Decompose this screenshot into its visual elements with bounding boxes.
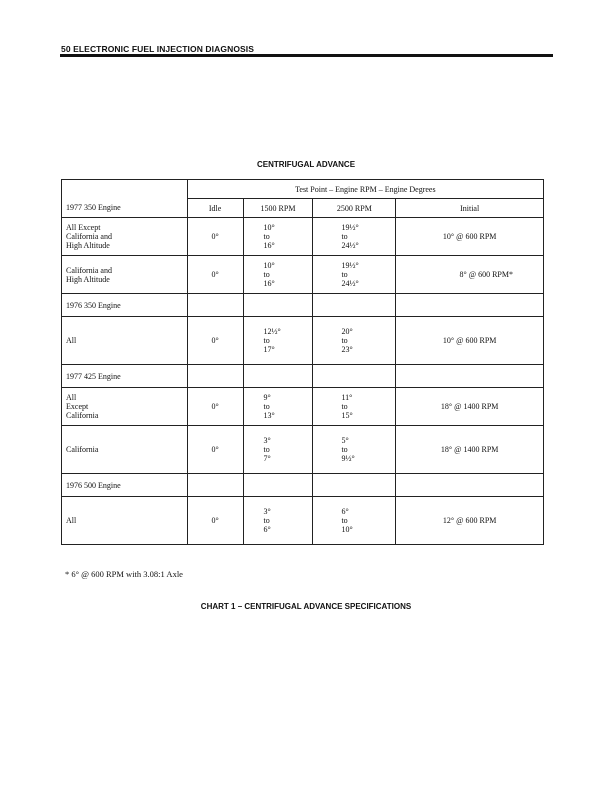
idle-cell: 0° [187,497,243,545]
engine-cell [62,426,188,474]
value-line: to [341,516,348,525]
value-line: to [263,232,270,241]
value-line: to [263,402,270,411]
engine-cell [62,317,188,365]
empty-cell [243,365,313,388]
value-line: to [341,445,348,454]
value-line: 6° [263,525,271,534]
value-line: 24½° [341,279,359,288]
col-header-2500-rpm: 2500 RPM [313,199,396,218]
engine-line: California [66,411,99,420]
section-1976-350-engine: 1976 350 Engine [62,294,188,317]
idle-cell: 0° [187,218,243,256]
rpm2500-cell [313,426,396,474]
engine-line: Except [66,402,89,411]
engine-line: All [66,516,77,525]
value-line: 10° [263,261,275,270]
section-row [62,365,544,388]
section-row [62,474,544,497]
empty-cell [243,294,313,317]
initial-cell: 12° @ 600 RPM [396,497,544,545]
rpm1500-cell [243,388,313,426]
value-line: to [341,270,348,279]
test-point-header: Test Point – Engine RPM – Engine Degrees [187,180,543,199]
idle-cell: 0° [187,426,243,474]
engine-cell [62,256,188,294]
empty-cell [313,365,396,388]
rpm2500-cell [313,388,396,426]
centrifugal-advance-table [61,179,544,545]
engine-line: High Altitude [66,241,110,250]
value-line: 3° [263,507,271,516]
idle-cell: 0° [187,317,243,365]
engine-line: All [66,336,77,345]
value-line: 24½° [341,241,359,250]
value-line: to [263,445,270,454]
value-line: 9½° [341,454,355,463]
value-line: 11° [341,393,353,402]
value-line: to [341,402,348,411]
empty-cell [243,474,313,497]
value-line: 15° [341,411,353,420]
rpm2500-cell [313,256,396,294]
header-rule [60,54,553,57]
value-line: 6° [341,507,349,516]
section-row [62,294,544,317]
engine-line: California and [66,265,112,275]
value-line: 16° [263,241,275,250]
chart-caption: CHART 1 – CENTRIFUGAL ADVANCE SPECIFICATIONS [200,602,412,611]
engine-line: California and [66,232,112,241]
initial-cell: 8° @ 600 RPM* [396,256,544,294]
value-line: 12½° [263,327,281,336]
table-row [62,256,544,294]
engine-line: All [66,393,77,402]
idle-cell: 0° [187,256,243,294]
section-1976-500-engine: 1976 500 Engine [62,474,188,497]
value-line: 9° [263,393,271,402]
rpm2500-cell [313,317,396,365]
value-line: 5° [341,436,349,445]
engine-line: High Altitude [66,274,110,284]
rpm1500-cell [243,426,313,474]
engine-line: California [66,445,99,454]
section-1977-350-engine: 1977 350 Engine [62,199,188,218]
value-line: 10° [341,525,353,534]
engine-cell [62,388,188,426]
value-line: 16° [263,279,275,288]
table-row [62,218,544,256]
value-line: to [263,270,270,279]
value-line: 3° [263,436,271,445]
value-line: 10° [263,223,275,232]
value-line: 13° [263,411,275,420]
rpm2500-cell [313,497,396,545]
empty-cell [187,474,243,497]
value-line: to [263,516,270,525]
col-header-idle: Idle [187,199,243,218]
empty-cell [313,294,396,317]
col-header-initial: Initial [396,199,544,218]
col-header-1500-rpm: 1500 RPM [243,199,313,218]
value-line: to [263,336,270,345]
initial-cell: 10° @ 600 RPM [396,218,544,256]
table-row [62,426,544,474]
page-header-title: 50 ELECTRONIC FUEL INJECTION DIAGNOSIS [61,44,255,54]
engine-line: All Except [66,223,101,232]
rpm1500-cell [243,218,313,256]
rpm1500-cell [243,256,313,294]
empty-cell [313,474,396,497]
chart-title: CENTRIFUGAL ADVANCE [256,160,356,169]
rpm1500-cell [243,497,313,545]
footnote: * 6° @ 600 RPM with 3.08:1 Axle [65,569,183,579]
empty-cell [187,294,243,317]
empty-cell [187,365,243,388]
engine-cell [62,218,188,256]
value-line: to [341,336,348,345]
table-row [62,317,544,365]
initial-cell: 18° @ 1400 RPM [396,426,544,474]
table-row [62,388,544,426]
empty-cell [396,474,544,497]
value-line: 7° [263,454,271,463]
value-line: 23° [341,345,353,354]
value-line: 17° [263,345,275,354]
empty-cell [396,365,544,388]
value-line: 19½° [341,223,359,232]
table-row [62,497,544,545]
initial-cell: 10° @ 600 RPM [396,317,544,365]
initial-cell: 18° @ 1400 RPM [396,388,544,426]
rpm2500-cell [313,218,396,256]
value-line: 19½° [341,261,359,270]
value-line: 20° [341,327,353,336]
idle-cell: 0° [187,388,243,426]
empty-cell [396,294,544,317]
value-line: to [341,232,348,241]
engine-cell [62,497,188,545]
rpm1500-cell [243,317,313,365]
table-corner-cell [62,180,188,199]
section-1977-425-engine: 1977 425 Engine [62,365,188,388]
